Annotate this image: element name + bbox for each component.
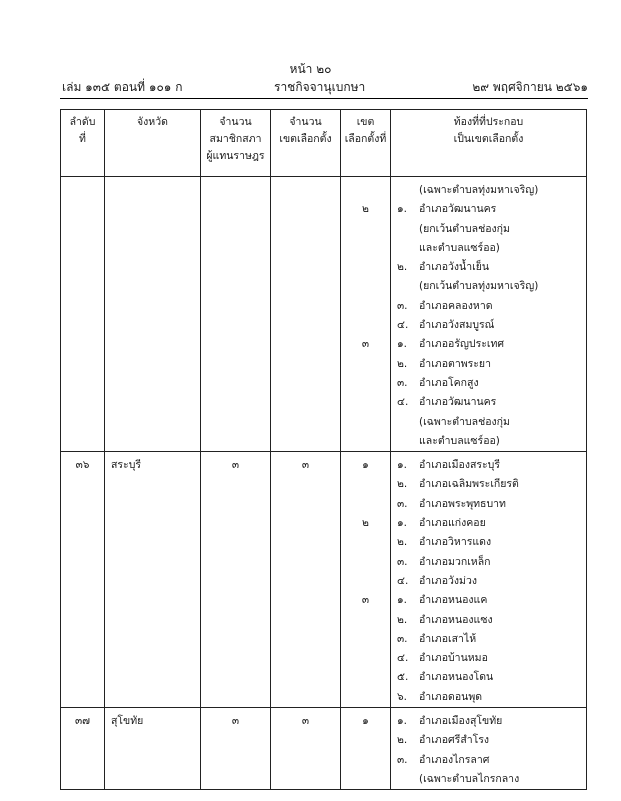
table-row <box>61 452 587 708</box>
header-text: ลำดับ <box>69 116 96 128</box>
members-cell <box>201 177 271 452</box>
area-name: อำเภองไกรลาศ <box>419 753 490 766</box>
area-line <box>391 355 586 374</box>
area-number: ๓. <box>397 497 408 510</box>
districts-cell <box>271 708 341 790</box>
area-line <box>391 297 586 316</box>
zone-value <box>341 495 390 514</box>
header-text: เลือกตั้งที่ <box>344 133 387 145</box>
zone-value <box>341 220 390 239</box>
area-name: อำเภอเสาไห้ <box>419 632 477 645</box>
area-name: อำเภอหนองแค <box>419 594 488 607</box>
area-line <box>391 731 586 750</box>
zone-value <box>341 572 390 591</box>
area-line <box>391 456 586 475</box>
area-number: ๑. <box>397 517 408 530</box>
zone-value <box>341 181 390 200</box>
area-name: อำเภอเฉลิมพระเกียรติ <box>419 478 519 491</box>
header-text: จังหวัด <box>137 116 168 128</box>
area-number: ๒. <box>397 261 408 274</box>
province-value: สระบุรี <box>111 459 141 472</box>
header-text: จำนวน <box>219 116 252 128</box>
order-value <box>61 181 104 200</box>
area-line <box>391 258 586 277</box>
zone-value <box>341 393 390 412</box>
zone-value: ๑ <box>362 459 369 472</box>
members-cell <box>201 452 271 708</box>
area-line <box>391 374 586 393</box>
header-text: ที่ <box>79 133 86 145</box>
zone-value: ๒ <box>362 517 369 530</box>
zone-value <box>341 355 390 374</box>
area-name: อำเภอหนองโดน <box>419 671 494 684</box>
area-number: ๒. <box>397 357 408 370</box>
area-number: ๑. <box>397 459 408 472</box>
header-members <box>201 110 271 177</box>
area-name: อำเภอเมืองสุโขทัย <box>419 715 503 728</box>
area-line <box>391 220 586 239</box>
area-line <box>391 432 586 451</box>
area-name: (ยกเว้นตำบลทุ่งมหาเจริญ) <box>419 280 539 293</box>
area-line <box>391 533 586 552</box>
zone-value <box>341 297 390 316</box>
zone-value: ๓ <box>361 594 370 607</box>
area-line <box>391 770 586 789</box>
area-name: อำเภอมวกเหล็ก <box>419 555 491 568</box>
area-name: และตำบลแซร์ออ) <box>419 434 500 447</box>
area-name: อำเภอคลองหาด <box>419 299 493 312</box>
area-number: ๕. <box>397 671 409 684</box>
area-number: ๒. <box>397 536 408 549</box>
area-name: (ยกเว้นตำบลช่องกุ่ม <box>419 222 510 235</box>
districts-cell <box>271 177 341 452</box>
area-line <box>391 688 586 707</box>
area-number: ๔. <box>397 319 409 332</box>
order-cell <box>61 708 105 790</box>
area-line <box>391 495 586 514</box>
area-line <box>391 181 586 200</box>
table-row <box>61 177 587 452</box>
zone-value <box>341 316 390 335</box>
area-number: ๓. <box>397 376 408 389</box>
area-line <box>391 413 586 432</box>
area-name: อำเภอบ้านหมอ <box>419 652 488 665</box>
volume-issue: เล่ม ๑๓๕ ตอนที่ ๑๐๑ ก <box>62 80 183 94</box>
area-name: อำเภอศรีสำโรง <box>419 734 490 747</box>
header-text: จำนวน <box>289 116 322 128</box>
districts-value: ๓ <box>301 715 310 728</box>
members-value: ๓ <box>231 459 240 472</box>
order-value: ๓๗ <box>74 715 91 728</box>
area-line <box>391 630 586 649</box>
zone-cell <box>341 452 391 708</box>
areas-cell <box>391 708 587 790</box>
electoral-district-table <box>60 109 587 790</box>
area-line <box>391 335 586 354</box>
page-number: หน้า ๒๐ <box>289 62 332 76</box>
area-name: อำเภอแก่งคอย <box>419 517 486 530</box>
area-line <box>391 712 586 731</box>
zone-value <box>341 258 390 277</box>
header-text: ท้องที่ที่ประกอบ <box>453 116 524 128</box>
area-name: อำเภอโคกสูง <box>419 376 479 389</box>
area-line <box>391 514 586 533</box>
area-name: อำเภอเมืองสระบุรี <box>419 459 500 472</box>
area-line <box>391 553 586 572</box>
header-districts <box>271 110 341 177</box>
area-number: ๔. <box>397 574 409 587</box>
area-line <box>391 200 586 219</box>
area-name: (เฉพาะตำบลทุ่งมหาเจริญ) <box>419 184 539 196</box>
header-province <box>105 110 201 177</box>
area-name: อำเภอพระพุทธบาท <box>419 497 506 510</box>
zone-value <box>341 277 390 296</box>
publication-name: ราชกิจจานุเบกษา <box>274 80 366 94</box>
area-number: ๑. <box>397 594 408 607</box>
zone-value <box>341 533 390 552</box>
order-cell <box>61 452 105 708</box>
header-order <box>61 110 105 177</box>
members-value <box>201 181 270 200</box>
area-number: ๒. <box>397 478 408 491</box>
area-name: อำเภอวังสมบูรณ์ <box>419 319 495 332</box>
area-name: และตำบลแซร์ออ) <box>419 241 500 254</box>
zone-cell <box>341 177 391 452</box>
table-row <box>61 708 587 790</box>
area-number: ๓. <box>397 555 408 568</box>
area-name: อำเภอดอนพุด <box>419 690 483 703</box>
zone-value <box>341 751 390 770</box>
zone-value: ๑ <box>362 715 369 728</box>
province-cell <box>105 708 201 790</box>
order-cell <box>61 177 105 452</box>
zone-value <box>341 688 390 707</box>
zone-value <box>341 432 390 451</box>
area-name: อำเภอตาพระยา <box>419 357 491 370</box>
zone-value <box>341 553 390 572</box>
area-number: ๑. <box>397 715 408 728</box>
zone-value <box>341 668 390 687</box>
header-areas <box>391 110 587 177</box>
zone-value <box>341 239 390 258</box>
area-line <box>391 393 586 412</box>
area-number: ๒. <box>397 613 408 626</box>
area-name: อำเภอหนองแซง <box>419 613 493 626</box>
zone-value <box>341 611 390 630</box>
districts-cell <box>271 452 341 708</box>
gazette-header <box>62 78 588 96</box>
publication-date: ๒๙ พฤศจิกายน ๒๕๖๑ <box>472 80 588 94</box>
zone-cell <box>341 708 391 790</box>
header-text: สมาชิกสภา <box>209 133 262 145</box>
header-text: ผู้แทนราษฎร <box>206 150 265 162</box>
zone-value <box>341 731 390 750</box>
area-number: ๖. <box>397 690 408 703</box>
area-name: อำเภอวังม่วง <box>419 574 477 587</box>
area-line <box>391 239 586 258</box>
area-number: ๔. <box>397 396 409 409</box>
members-value: ๓ <box>231 715 240 728</box>
header-text: เป็นเขตเลือกตั้ง <box>453 133 524 145</box>
area-name: (เฉพาะตำบลไกรกลาง <box>419 772 520 785</box>
area-number: ๑. <box>397 338 408 351</box>
area-line <box>391 751 586 770</box>
zone-value <box>341 630 390 649</box>
zone-value <box>341 770 390 789</box>
province-cell <box>105 452 201 708</box>
zone-value <box>341 413 390 432</box>
zone-value <box>341 649 390 668</box>
zone-value <box>341 374 390 393</box>
province-value <box>105 181 200 200</box>
table-header-row <box>61 110 587 177</box>
area-name: อำเภอวัฒนานคร <box>419 203 497 216</box>
header-rule <box>60 98 588 99</box>
province-value: สุโขทัย <box>111 715 144 728</box>
area-line <box>391 572 586 591</box>
area-number: ๓. <box>397 632 408 645</box>
area-line <box>391 316 586 335</box>
area-line <box>391 591 586 610</box>
area-number: ๒. <box>397 734 408 747</box>
area-number: ๔. <box>397 652 409 665</box>
header-text: เขตเลือกตั้ง <box>279 133 332 145</box>
area-number: ๓. <box>397 753 408 766</box>
areas-cell <box>391 177 587 452</box>
province-cell <box>105 177 201 452</box>
area-line <box>391 277 586 296</box>
zone-value: ๒ <box>362 203 369 216</box>
members-cell <box>201 708 271 790</box>
districts-value: ๓ <box>301 459 310 472</box>
zone-value: ๓ <box>361 338 370 351</box>
area-line <box>391 649 586 668</box>
area-line <box>391 668 586 687</box>
area-name: อำเภอวังน้ำเย็น <box>419 261 490 274</box>
area-line <box>391 611 586 630</box>
districts-value <box>271 181 340 200</box>
area-name: อำเภออรัญประเทศ <box>419 338 505 351</box>
areas-cell <box>391 452 587 708</box>
area-number: ๓. <box>397 299 408 312</box>
area-number: ๑. <box>397 203 408 216</box>
area-name: อำเภอวิหารแดง <box>419 536 492 549</box>
header-zone <box>341 110 391 177</box>
area-name: (เฉพาะตำบลช่องกุ่ม <box>419 415 510 428</box>
header-text: เขต <box>356 116 375 128</box>
area-name: อำเภอวัฒนานคร <box>419 396 497 409</box>
area-line <box>391 475 586 494</box>
zone-value <box>341 475 390 494</box>
order-value: ๓๖ <box>75 459 90 472</box>
